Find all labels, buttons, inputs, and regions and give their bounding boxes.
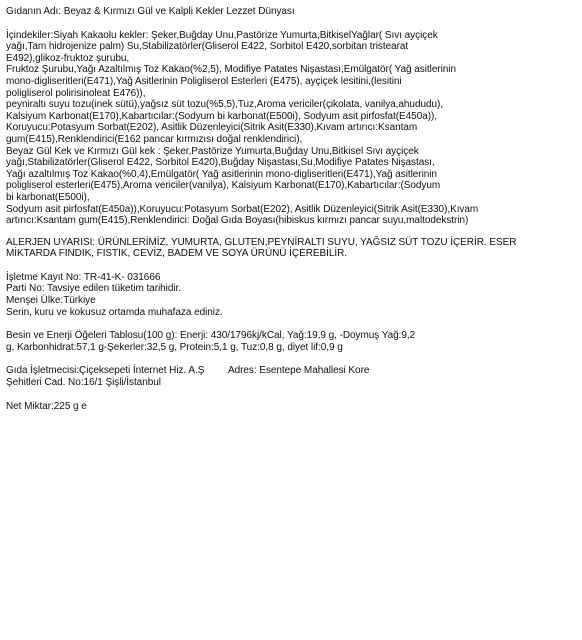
spacer	[6, 227, 574, 237]
operator-address: Adres: Esentepe Mahallesi Kore	[228, 365, 370, 377]
allergen-line: MİKTARDA FINDIK, FISTIK, CEVİZ, BADEM VE SOYA ÜRÜNÜ İÇEREBİLİR.	[6, 248, 347, 260]
ingredients-line: mono-digliseritleri(E471),Yağ Asitlerinin Poligliserol Esterleri (E475), ayçiçek lesitini,(lesitini	[6, 75, 402, 87]
ingredients-line: E492),glikoz-fruktoz şurubu,	[6, 52, 130, 64]
ingredients-line: gum(E415),Renklendirici(E162 pancar kırmızısı doğal renklendirici),	[6, 133, 303, 145]
ingredients-line: artırıcı:Ksantam gum(E415),Renklendirici: Doğal Gıda Boyası(hibiskus kırmızı pancar suyu,maltodekstrin)	[6, 215, 469, 227]
spacer	[6, 389, 574, 401]
allergen-line: ALERJEN UYARISI: ÜRÜNLERİMİZ, YUMURTA, GLUTEN,PEYNİRALTI SUYU, YAĞSIZ SÜT TOZU İÇERİR. ESER	[6, 236, 517, 248]
net-amount: Net Miktar:225 g e	[6, 400, 87, 412]
ingredients-line: yağı,Stabilizatörler(Gliserol E422, Sorbitol E420),Buğday Nişastası,Su,Modifiye Patates Nişastası,	[6, 157, 435, 169]
spacer	[6, 18, 574, 30]
ingredients-line: poligliserol esterleri(E475),Aroma vericiler(vanilya), Kalsiyum Karbonat(E170),Kabartıcılar:(Sodyum	[6, 180, 441, 192]
nutrition-line: Besin ve Enerji Öğeleri Tablosu(100 g): Enerji: 430/1796kj/kCal, Yağ:19,9 g, -Doymuş Yağ:9,2	[6, 330, 416, 342]
registration-number: İşletme Kayıt No: TR-41-K- 031666	[6, 271, 161, 283]
ingredients-line: poligliserol polirisinoleat E476)),	[6, 87, 146, 99]
spacer	[6, 318, 574, 330]
ingredients-line: bi karbonat(E500i),	[6, 191, 90, 203]
ingredients-line: Beyaz Gül Kek ve Kırmızı Gül kek : Şeker,Pastörize Yumurta,Buğday Unu,Bitkisel Sıvı ayçiçek	[6, 145, 419, 157]
operator-name: Gıda İşletmecisi:Çiçeksepeti İnternet Hiz. A.Ş	[6, 365, 205, 377]
ingredients-line: Sodyum asit pirfosfat(E450a)),Koruyucu:Potasyum Sorbat(E202), Asitlik Düzenleyici(Sitrik Asit(E330),Kıvam	[6, 203, 479, 215]
spacer	[6, 353, 574, 365]
product-name: Gıdanın Adı: Beyaz & Kırmızı Gül ve Kalpli Kekler Lezzet Dünyası	[6, 6, 295, 17]
operator-block	[6, 365, 574, 388]
allergen-warning	[6, 237, 574, 260]
country-of-origin: Menşei Ülke:Türkiye	[6, 295, 96, 307]
nutrition-line: g, Karbonhidrat:57,1 g-Şekerler:32,5 g, Protein:5,1 g, Tuz:0,8 g, diyet lif:0,9 g	[6, 341, 343, 353]
ingredients-line: Kalsiyum Karbonat(E170),Kabartıcılar:(Sodyum bi karbonat(E500i), Sodyum asit pirfosfat(E450a)),	[6, 110, 438, 122]
ingredients-line: peyniraltı suyu tozu(inek sütü),yağsız süt tozu(%5,5),Tuz,Aroma vericiler(çikolata, vanilya,ahududu),	[6, 99, 443, 111]
ingredients-line: Fruktoz Şurubu,Yağı Azaltılmış Toz Kakao(%2,5), Modifiye Patates Nişastası,Emülgatör( Yağ asitlerinin	[6, 64, 456, 76]
ingredients-block	[6, 30, 574, 227]
storage-instructions: Serin, kuru ve kokusuz ortamda muhafaza ediniz.	[6, 306, 223, 318]
spacer	[6, 260, 574, 272]
operator-address-cont: Şehitleri Cad. No:16/1 Şişli/İstanbul	[6, 377, 161, 389]
batch-number: Parti No: Tavsiye edilen tüketim tarihidir.	[6, 283, 181, 295]
ingredients-line: Yağı azaltılmış Toz Kakao(%0,4),Emülgatör( Yağ asitlerinin mono-digliseritleri(E471),Yağ asitlerinin	[6, 168, 437, 180]
registration-block	[6, 272, 574, 318]
nutrition-block	[6, 330, 574, 353]
ingredients-line: yağı,Tam hidrojenize palm) Su,Stabilizatörler(Gliserol E422, Sorbitol E420,sorbitan tristearat	[6, 41, 409, 53]
operator-row	[6, 365, 574, 377]
ingredients-line: İçindekiler:Siyah Kakaolu kekler: Şeker,Buğday Unu,Pastörize Yumurta,BitkiselYağlar( Sıvı ayçiçek	[6, 29, 438, 41]
product-label-document	[6, 6, 574, 412]
ingredients-line: Koruyucu:Potasyum Sorbat(E202), Asitlik Düzenleyici(Sitrik Asit(E330),Kıvam artırıcı:Ksantam	[6, 122, 418, 134]
